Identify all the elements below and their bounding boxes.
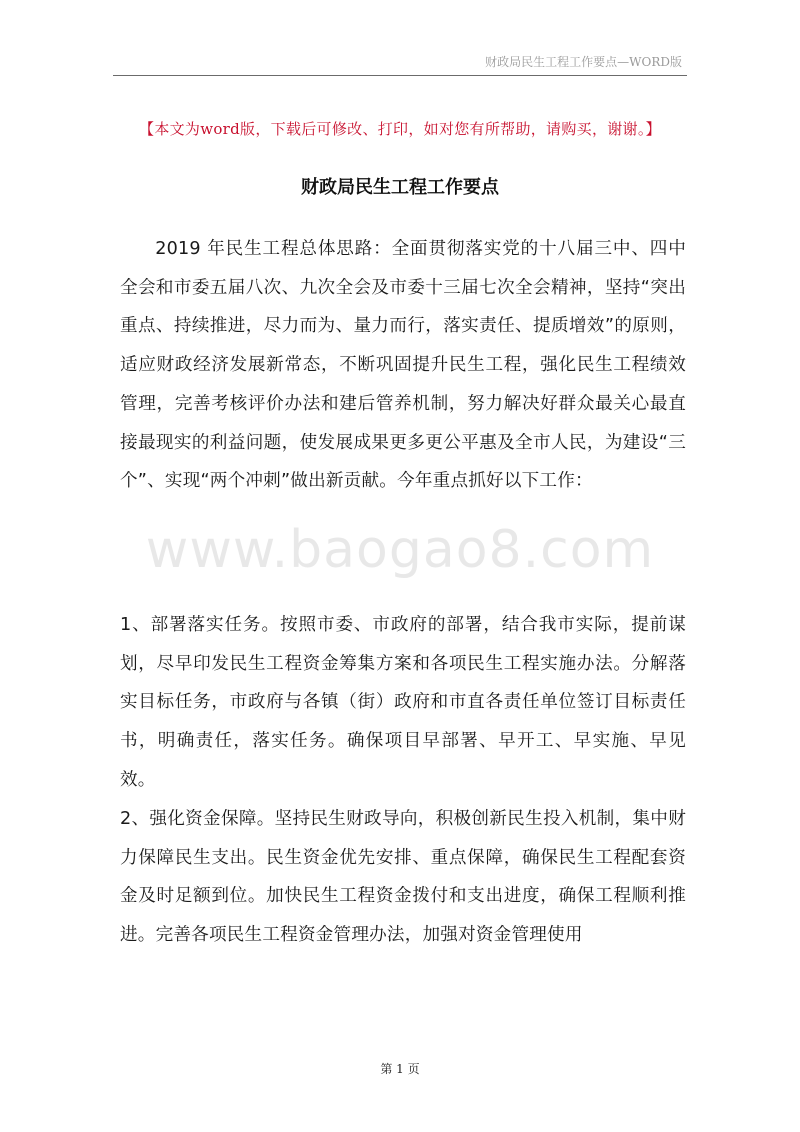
site-watermark: www.baogao8.com [145,520,655,580]
intro-paragraph: 2019 年民生工程总体思路：全面贯彻落实党的十八届三中、四中全会和市委五届八次、九次全会及市委十三届七次全会精神，坚持“突出重点、持续推进，尽力而为、量力而行，落实责任、提质增效”的原则，适应财政经济发展新常态，不断巩固提升民生工程，强化民生工程绩效管理，完善考核评价办法和建后管养机制，努力解决好群众最关心最直接最现实的利益问题，使发展成果更多更公平惠及全市人民，为建设“三个”、实现“两个冲刺”做出新贡献。今年重点抓好以下工作： [120,239,686,492]
running-header: 财政局民生工程工作要点—WORD版 [485,55,682,69]
header-divider [113,75,687,76]
purchase-notice: 【本文为word版，下载后可修改、打印，如对您有所帮助，请购买，谢谢。】 [139,120,661,138]
document-title: 财政局民生工程工作要点 [301,177,499,198]
section-1-paragraph: 1、部署落实任务。按照市委、市政府的部署，结合我市实际，提前谋划，尽早印发民生工程资金筹集方案和各项民生工程实施办法。分解落实目标任务，市政府与各镇（街）政府和市直各责任单位签订目标责任书，明确责任，落实任务。确保项目早部署、早开工、早实施、早见效。 [120,615,686,790]
section-2-paragraph: 2、强化资金保障。坚持民生财政导向，积极创新民生投入机制，集中财力保障民生支出。民生资金优先安排、重点保障，确保民生工程配套资金及时足额到位。加快民生工程资金拨付和支出进度，确保工程顺利推进。完善各项民生工程资金管理办法，加强对资金管理使用 [120,809,686,946]
page-number: 第 1 页 [380,1062,420,1076]
